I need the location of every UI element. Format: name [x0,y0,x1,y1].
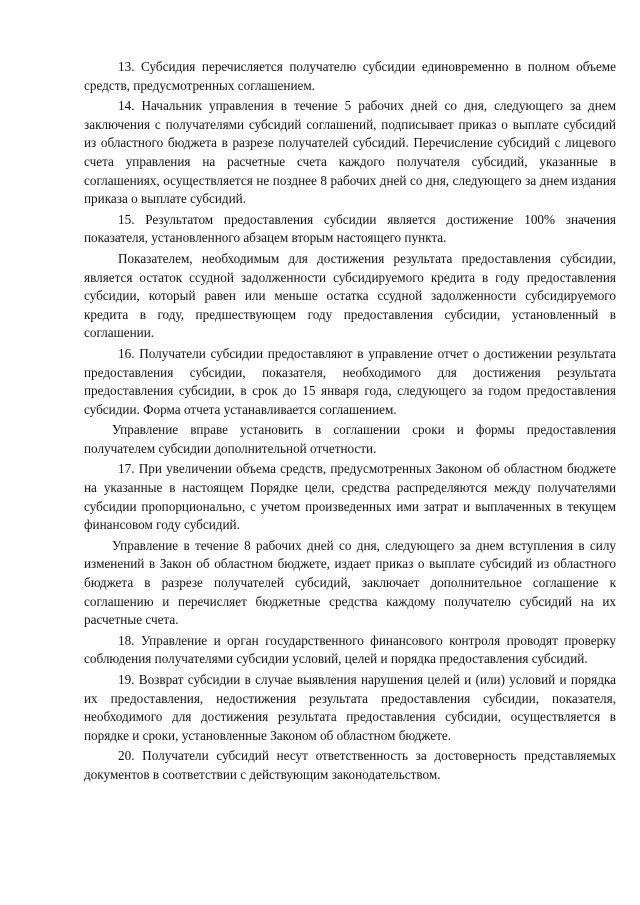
paragraph-20: 20. Получатели субсидий несут ответственность за достоверность представляемых документов в соответствии с действующим законодательством. [84,748,616,782]
paragraph-13: 13. Субсидия перечисляется получателю субсидии единовременно в полном объеме средств, предусмотренных соглашением. [84,59,616,93]
paragraph-17: 17. При увеличении объема средств, предусмотренных Законом об областном бюджете на указанные в настоящем Порядке цели, средства распределяются между получателями субсидии пропорционально, с учетом произведенных ими затрат и выплаченных в текущем финансовом году субсидий. [84,461,616,533]
paragraph-19: 19. Возврат субсидии в случае выявления нарушения целей и (или) условий и порядка их предоставления, недостижения результата предоставления субсидии, показателя, необходимого для достижения результата предоставления субсидии, осуществляется в порядке и сроки, установленные Законом об областном бюджете. [84,672,616,743]
paragraph-15: 15. Результатом предоставления субсидии является достижение 100% значения показателя, установленного абзацем вторым настоящего пункта. [84,211,616,246]
paragraph-16-additional-reporting: Управление вправе установить в соглашении сроки и формы предоставления получателем субсидии дополнительной отчетности. [84,422,616,456]
paragraph-14: 14. Начальник управления в течение 5 рабочих дней со дня, следующего за днем заключения с получателями субсидий соглашений, подписывает приказ о выплате субсидий из областного бюджета в разрезе получателей субсидий. Перечисление субсидий с лицевого счета управления на расчетные счета каждого получателя субсидий, указанные в соглашениях, осуществляется не позднее 8 рабочих дней со дня, следующего за днем издания приказа о выплате субсидий. [84,98,616,207]
paragraph-15-indicator: Показателем, необходимым для достижения результата предоставления субсидии, является остаток ссудной задолженности субсидируемого кредита в году предоставления субсидии, который равен или меньше остатка ссудной задолженности субсидируемого кредита в году, предшествующем году предоставления субсидии, установленный в соглашении. [84,250,616,341]
paragraph-16: 16. Получатели субсидии предоставляют в управление отчет о достижении результата предоставления субсидии, показателя, необходимого для достижения результата предоставления субсидии, в срок до 15 января года, следующего за годом предоставления субсидии. Форма отчета устанавливается соглашением. [84,345,616,417]
paragraph-17-order: Управление в течение 8 рабочих дней со дня, следующего за днем вступления в силу изменений в Закон об областном бюджете, издает приказ о выплате субсидий из областного бюджета в разрезе получателей субсидий, заключает дополнительное соглашение к соглашению и перечисляет бюджетные средства каждому получателю субсидий на их расчетные счета. [84,537,616,628]
document-body [84,58,616,787]
paragraph-18: 18. Управление и орган государственного финансового контроля проводят проверку соблюдения получателями субсидии условий, целей и порядка предоставления субсидий. [84,632,616,667]
